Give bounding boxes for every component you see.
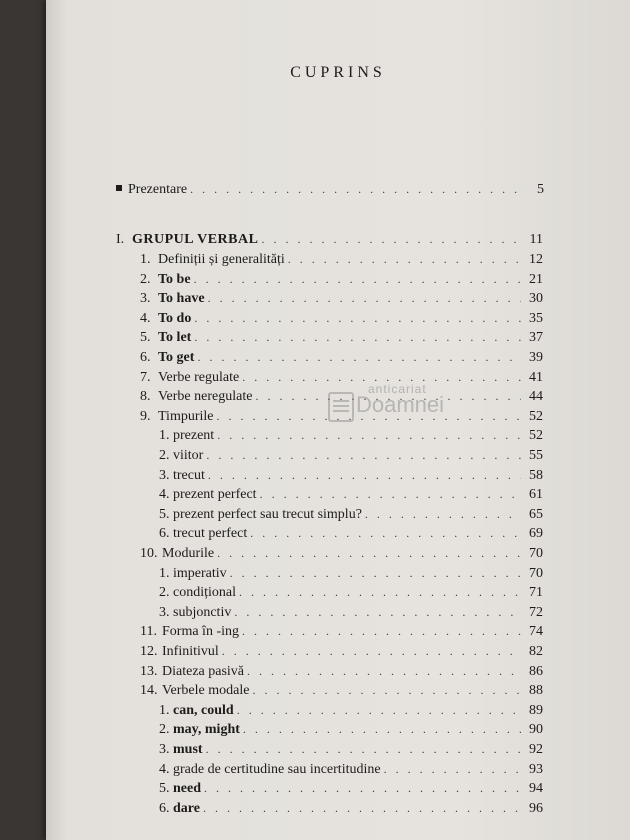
- entry-label: prezent perfect sau trecut simplu?: [173, 506, 362, 522]
- chapter-label: GRUPUL VERBAL: [132, 232, 259, 247]
- toc-entry: [140, 546, 543, 562]
- leader-dots: [217, 409, 522, 424]
- entry-label: To do: [158, 310, 192, 326]
- entry-label: Infinitivul: [162, 644, 219, 659]
- bullet-icon: [116, 185, 122, 191]
- entry-label: Verbe regulate: [158, 369, 240, 385]
- leader-dots: [255, 389, 521, 404]
- entry-number: 10.: [140, 546, 158, 561]
- toc-entry: [159, 566, 543, 582]
- entry-page: 52: [529, 428, 543, 444]
- leader-dots: [242, 624, 521, 639]
- entry-label: prezent: [173, 428, 215, 444]
- leader-dots: [194, 311, 521, 326]
- entry-page: 74: [529, 624, 543, 640]
- toc-entry: [140, 664, 543, 680]
- entry-label: Prezentare: [128, 182, 188, 197]
- entry-label: To let: [158, 330, 192, 346]
- entry-page: 58: [529, 467, 543, 483]
- toc-entry: [140, 291, 543, 307]
- entry-label: Definiții și generalități: [158, 252, 285, 267]
- entry-number: 2.: [159, 585, 170, 601]
- entry-page: 35: [529, 310, 543, 326]
- toc-entry: [140, 370, 543, 386]
- entry-page: 55: [529, 448, 543, 463]
- toc-chapter: [116, 232, 543, 248]
- toc-entry: [159, 722, 543, 738]
- leader-dots: [206, 742, 521, 757]
- entry-label: Verbele modale: [162, 683, 250, 699]
- entry-page: 86: [529, 663, 543, 679]
- entry-number: 9.: [140, 408, 151, 424]
- page-title: CUPRINS: [290, 64, 386, 81]
- entry-label: Verbe neregulate: [158, 389, 253, 405]
- entry-number: 5.: [159, 781, 170, 797]
- toc-entry-intro: [116, 182, 544, 198]
- toc-entry: [159, 468, 543, 484]
- leader-dots: [197, 350, 521, 365]
- leader-dots: [208, 291, 521, 306]
- leader-dots: [242, 370, 521, 385]
- entry-number: 4.: [159, 761, 170, 777]
- toc-entry: [159, 781, 543, 797]
- entry-label: subjonctiv: [173, 604, 232, 620]
- entry-number: 8.: [140, 389, 151, 405]
- entry-label: Timpurile: [158, 408, 214, 424]
- leader-dots: [204, 781, 521, 796]
- entry-number: 2.: [159, 722, 170, 738]
- leader-dots: [217, 546, 521, 561]
- leader-dots: [243, 722, 521, 737]
- leader-dots: [261, 232, 521, 247]
- toc-entry: [140, 252, 543, 268]
- leader-dots: [222, 644, 521, 659]
- entry-number: 6.: [159, 526, 170, 542]
- toc-entry: [159, 526, 543, 542]
- entry-number: 6.: [140, 350, 151, 365]
- entry-page: 41: [529, 369, 543, 385]
- entry-number: 7.: [140, 369, 151, 385]
- toc-entry: [159, 585, 543, 601]
- toc-entry: [140, 624, 543, 640]
- entry-number: 3.: [159, 467, 170, 483]
- entry-label: To be: [158, 271, 191, 287]
- toc-entry: [159, 742, 543, 758]
- entry-label: trecut: [173, 467, 205, 483]
- watermark-big-text: Doamnei: [356, 392, 445, 417]
- entry-label: Forma în -ing: [162, 624, 239, 640]
- leader-dots: [194, 272, 521, 287]
- toc-entry: [159, 801, 543, 817]
- entry-label: To get: [158, 350, 195, 365]
- toc-entry: [159, 448, 543, 464]
- toc-entry: [140, 311, 543, 327]
- leader-dots: [234, 605, 521, 620]
- table-of-contents: [46, 0, 630, 840]
- entry-page: 65: [529, 506, 543, 522]
- leader-dots: [247, 664, 521, 679]
- entry-label: need: [173, 781, 201, 797]
- entry-page: 30: [529, 291, 543, 307]
- toc-entry: [140, 389, 543, 405]
- entry-number: 3.: [159, 604, 170, 620]
- entry-number: 1.: [140, 252, 151, 267]
- entry-number: 2.: [159, 448, 170, 463]
- entry-number: 4.: [159, 487, 170, 503]
- leader-dots: [252, 683, 521, 698]
- entry-page: 21: [529, 271, 543, 287]
- entry-page: 96: [529, 800, 543, 816]
- entry-number: 3.: [159, 742, 170, 757]
- toc-entry: [159, 428, 543, 444]
- entry-label: must: [173, 742, 203, 757]
- leader-dots: [190, 182, 522, 197]
- toc-entry: [140, 272, 543, 288]
- leader-dots: [203, 801, 521, 816]
- toc-entry: [140, 350, 543, 366]
- leader-dots: [217, 428, 521, 443]
- toc-entry: [140, 683, 543, 699]
- entry-number: 12.: [140, 644, 158, 659]
- entry-label: can, could: [173, 702, 234, 718]
- entry-number: 5.: [159, 506, 170, 522]
- entry-page: 5: [537, 182, 544, 197]
- entry-label: prezent perfect: [173, 487, 257, 503]
- entry-page: 88: [529, 683, 543, 699]
- entry-page: 82: [529, 644, 543, 659]
- entry-label: condițional: [173, 585, 236, 601]
- entry-page: 93: [529, 761, 543, 777]
- toc-entry: [159, 507, 543, 523]
- leader-dots: [206, 448, 521, 463]
- entry-page: 71: [529, 585, 543, 601]
- entry-page: 70: [529, 546, 543, 561]
- entry-page: 52: [529, 408, 543, 424]
- chapter-number: I.: [116, 232, 125, 247]
- entry-page: 92: [529, 742, 543, 757]
- leader-dots: [230, 566, 521, 581]
- entry-number: 5.: [140, 330, 151, 346]
- leader-dots: [194, 330, 521, 345]
- chapter-page: 11: [529, 232, 543, 247]
- entry-page: 39: [529, 350, 543, 365]
- leader-dots: [208, 468, 521, 483]
- entry-page: 94: [529, 781, 543, 797]
- entry-number: 14.: [140, 683, 158, 699]
- leader-dots: [239, 585, 521, 600]
- toc-entry: [159, 762, 543, 778]
- entry-page: 12: [529, 252, 543, 267]
- entry-number: 1.: [159, 428, 170, 444]
- entry-number: 2.: [140, 271, 151, 287]
- entry-label: grade de certitudine sau incertitudine: [173, 761, 381, 777]
- entry-page: 44: [529, 389, 543, 405]
- entry-number: 11.: [140, 624, 157, 640]
- entry-page: 69: [529, 526, 543, 542]
- toc-entry: [159, 703, 543, 719]
- entry-label: Modurile: [162, 546, 215, 561]
- entry-number: 1.: [159, 702, 170, 718]
- entry-label: trecut perfect: [173, 526, 248, 542]
- toc-entry: [140, 644, 543, 660]
- leader-dots: [260, 487, 521, 502]
- entry-label: imperativ: [173, 565, 227, 581]
- leader-dots: [237, 703, 521, 718]
- entry-page: 37: [529, 330, 543, 346]
- entry-page: 70: [529, 565, 543, 581]
- entry-number: 6.: [159, 800, 170, 816]
- leader-dots: [365, 507, 521, 522]
- entry-page: 90: [529, 722, 543, 738]
- entry-label: viitor: [173, 448, 204, 463]
- leader-dots: [384, 762, 521, 777]
- entry-label: Diateza pasivă: [162, 663, 245, 679]
- entry-number: 1.: [159, 565, 170, 581]
- entry-label: may, might: [173, 722, 240, 738]
- entry-page: 89: [529, 702, 543, 718]
- entry-number: 4.: [140, 310, 151, 326]
- toc-entry: [140, 330, 543, 346]
- book-page: [46, 0, 630, 840]
- toc-entry: [159, 487, 543, 503]
- watermark-small-text: anticariat: [368, 382, 427, 396]
- toc-entry: [140, 409, 543, 425]
- toc-entry: [159, 605, 543, 621]
- entry-number: 13.: [140, 663, 158, 679]
- entry-number: 3.: [140, 291, 151, 307]
- entry-page: 72: [529, 604, 543, 620]
- entry-label: dare: [173, 800, 200, 816]
- entry-label: To have: [158, 291, 205, 307]
- entry-page: 61: [529, 487, 543, 503]
- leader-dots: [288, 252, 521, 267]
- leader-dots: [250, 526, 521, 541]
